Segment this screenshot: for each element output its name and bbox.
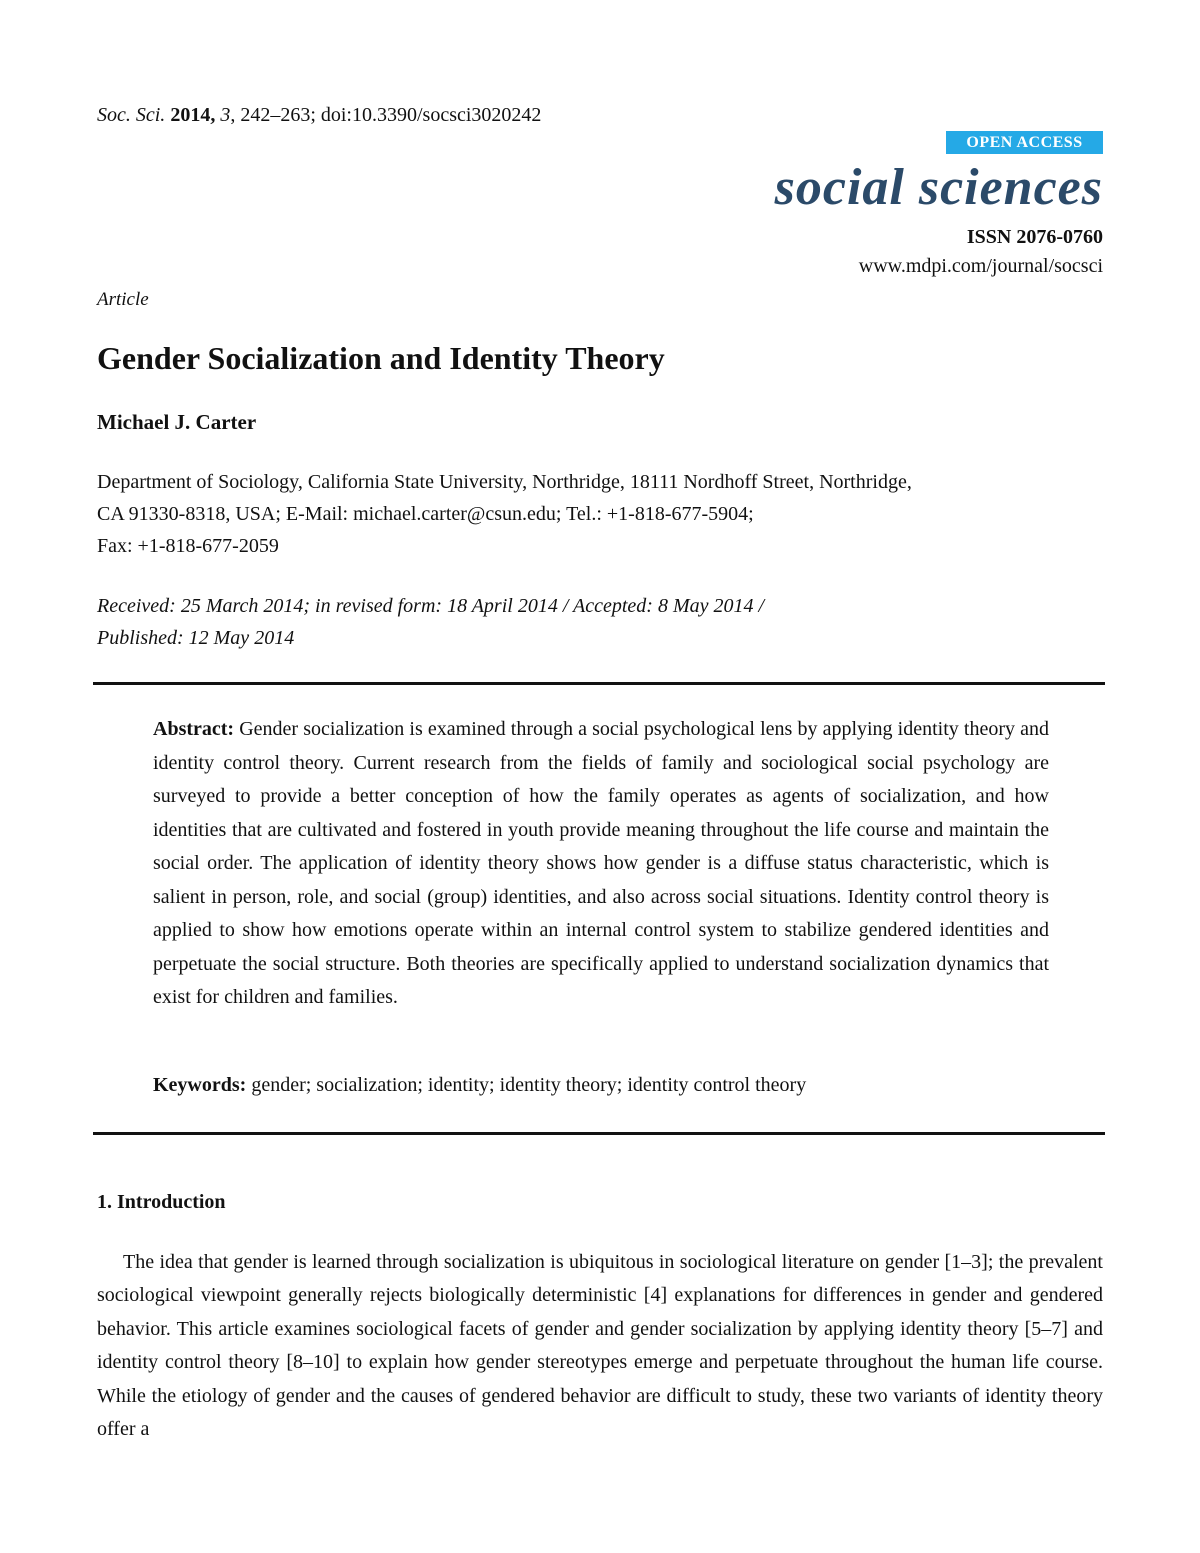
citation-pages-doi[interactable]: 242–263; doi:10.3390/socsci3020242 <box>240 104 542 126</box>
keywords-text: gender; socialization; identity; identity theory; identity control theory <box>251 1074 807 1096</box>
affiliation <box>97 466 1107 562</box>
publication-dates <box>97 590 1107 654</box>
affiliation-line: CA 91330-8318, USA; E-Mail: michael.carter@csun.edu; Tel.: +1-818-677-5904; <box>97 503 754 525</box>
abstract <box>153 713 1049 1015</box>
open-access-badge: OPEN ACCESS <box>946 131 1103 154</box>
citation-volume: 3 <box>220 104 231 126</box>
body-paragraph: The idea that gender is learned through socialization is ubiquitous in sociological literature on gender [1–3]; the prevalent sociological viewpoint generally rejects biologically deterministic [4] explanations for differences in gender and gendered behavior. This article examines sociological facets of gender and gender socialization by applying identity theory [5–7] and identity control theory [8–10] to explain how gender stereotypes emerge and perpetuate throughout the human life course. While the etiology of gender and the causes of gendered behavior are difficult to study, these two variants of identity theory offer a <box>97 1251 1103 1441</box>
journal-name: social sciences <box>774 159 1103 216</box>
dates-line: Published: 12 May 2014 <box>97 627 295 649</box>
keywords-label: Keywords: <box>153 1074 247 1096</box>
top-divider <box>93 682 1105 685</box>
bottom-divider <box>93 1132 1105 1135</box>
issn: ISSN 2076-0760 <box>966 226 1103 248</box>
page-title: Gender Socialization and Identity Theory <box>97 340 665 376</box>
affiliation-line: Department of Sociology, California State University, Northridge, 18111 Nordhoff Street, Northridge, <box>97 471 912 493</box>
citation-year: 2014 <box>170 104 211 126</box>
journal-url[interactable]: www.mdpi.com/journal/socsci <box>858 255 1103 277</box>
journal-abbrev: Soc. Sci. <box>97 104 166 126</box>
section-heading: 1. Introduction <box>97 1191 226 1213</box>
dates-line: Received: 25 March 2014; in revised form: 18 April 2014 / Accepted: 8 May 2014 / <box>97 595 765 617</box>
keywords <box>153 1074 1049 1097</box>
abstract-text: Gender socialization is examined through a social psychological lens by applying identity theory and identity control theory. Current research from the fields of family and sociological social psychology are surveyed to provide a better conception of how the family operates as agents of socialization, and how identities that are cultivated and fostered in youth provide meaning throughout the life course and maintain the social order. The application of identity theory shows how gender is a diffuse status characteristic, which is salient in person, role, and social (group) identities, and also across social situations. Identity control theory is applied to show how emotions operate within an internal control system to stabilize gendered identities and perpetuate the social structure. Both theories are specifically applied to understand socialization dynamics that exist for children and families. <box>153 718 1050 1008</box>
citation-line: Soc. Sci. 2014, 3, 242–263; doi:10.3390/socsci3020242 <box>97 104 542 126</box>
abstract-label: Abstract: <box>153 718 235 740</box>
affiliation-line: Fax: +1-818-677-2059 <box>97 535 279 557</box>
article-type: Article <box>97 289 149 310</box>
author: Michael J. Carter <box>97 410 257 434</box>
